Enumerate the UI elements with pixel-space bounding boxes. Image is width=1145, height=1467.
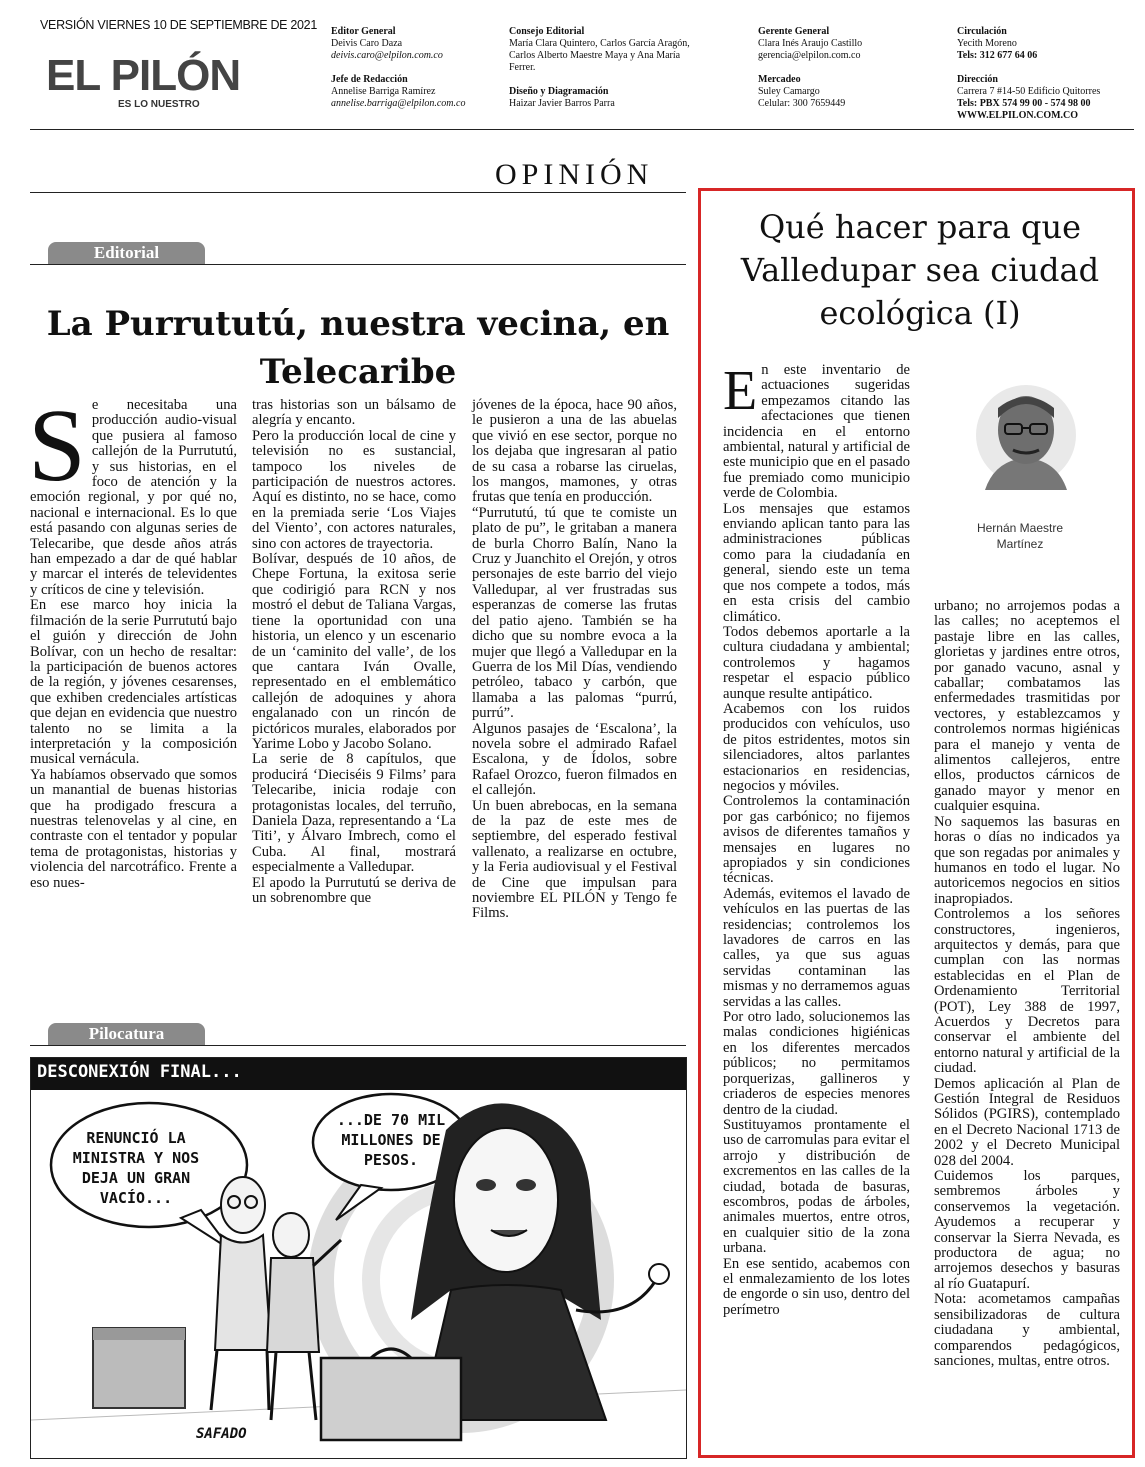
masthead-gerente	[758, 26, 938, 62]
pilocatura-tab-rule	[30, 1045, 686, 1046]
masthead-role: Jefe de Redacción	[331, 74, 408, 85]
masthead-role: Gerente General	[758, 26, 830, 37]
paragraph: Algunos pasajes de ‘Escalona’, la novela sobre el admirado Rafael Escalona, y de Ídolos, sobre Rafael Orozco, fueron filmados en el callejón.	[472, 720, 677, 799]
paragraph: Sustituyamos prontamente el uso de carromulas para evitar el arrojo y distribución de excrementos en las calles de la ciudad, botada de basuras, escombros, podas de árboles, animales muertos, entre otros, en cualquier sitio de la zona urbana.	[723, 1116, 910, 1257]
paragraph: tras historias son un bálsamo de alegría y encanto.	[252, 397, 456, 429]
paragraph: Un buen abrebocas, en la semana de la paz de este mes de septiembre, del esperado festival vallenato, a realizarse en octubre, y la Feria audiovisual y el Festival de Cine que impulsan para noviembre EL PILÓN y Tengo fe Films.	[472, 797, 677, 922]
cartoonist-signature: SAFADO	[196, 1426, 247, 1442]
opinion-column-2	[934, 599, 1120, 1369]
paragraph: Bolívar, después de 10 años, de Chepe Fortuna, la exitosa serie que codirigió para RCN y nos mostró el debut de Taliana Vargas, tiene la oportunidad con una historia, un elenco y un escenario de un ‘caminito del valle’, de los que cantara Iván Ovalle, representado en el emblemático callejón de adoquines y ahora engalanado con un rincón de pictóricos murales, elaborados por Yarime Lobo y Jacobo Solano.	[252, 551, 456, 752]
speech-bubble-left-text: RENUNCIÓ LA MINISTRA Y NOS DEJA UN GRAN VACÍO...	[72, 1129, 200, 1207]
masthead-line: Tels: PBX 574 99 00 - 574 98 00	[957, 98, 1091, 109]
newspaper-slogan: ES LO NUESTRO	[118, 99, 200, 110]
paragraph: Nota: acometamos campañas sensibilizadoras de cultura ciudadana y ambiental, comparendos pedagógicos, sanciones, multas, entre otros.	[934, 1291, 1120, 1369]
cartoon	[30, 1057, 687, 1459]
paragraph: Demos aplicación al Plan de Gestión Integral de Residuos Sólidos (PGIRS), contemplado en el Decreto Nacional 1713 de 2002 y el Decreto Municipal 028 del 2004.	[934, 1075, 1120, 1169]
masthead-role: Editor General	[331, 26, 396, 37]
character-man-1	[221, 1177, 265, 1233]
editorial-headline: La Purrututú, nuestra vecina, en Telecaribe	[46, 304, 670, 392]
paragraph: En ese marco hoy inicia la filmación de la serie Purrututú bajo el guión y dirección de John Bolívar, con un hecho de resaltar: la participación de buenos actores de la región, y jóvenes cesarenses, que exhiben credenciales artísticas que dejan en evidencia que nuestro talento no se limita a la interpretación y la composición musical vernácula.	[30, 597, 237, 768]
paragraph: n este inventario de actuaciones sugeridas empezamos citando las afectaciones que tienen incidencia en el entorno ambiental, natural y artificial de este municipio que en el pasado fue premiado como municipio verde de Colombia.	[723, 362, 910, 502]
masthead-editor-general	[331, 26, 501, 62]
editorial-column-3	[472, 398, 677, 922]
paragraph: El apodo la Purrututú se deriva de un sobrenombre que	[252, 874, 456, 906]
masthead-circulacion	[957, 26, 1137, 62]
paragraph: Además, evitemos el lavado de vehículos en las puertas de las residencias; controlemos los lavadores de carros en las calles, ya que sus aguas servidas contaminan las mismas y no derramemos aguas servidas a las calles.	[723, 885, 910, 1010]
opinion-column-1	[723, 360, 910, 1318]
section-title: OPINIÓN	[495, 158, 654, 191]
paragraph: e necesitaba una producción audio-visual que pusiera al famoso callejón de la Purrututú, y sus historias, en el foco de atención y la emoción regional, y por qué no, nacional e internacional. Es lo que está pasando con algunas series de Telecaribe, que desde años atrás han empezado a dar de qué hablar y marcar el interés de televidentes y críticos de cine y televisión.	[30, 397, 237, 598]
paragraph: No saquemos las basuras en horas o días no indicados ya que son regadas por animales y humanos en todo el lugar. No autoricemos negocios en sitios inapropiados.	[934, 813, 1120, 907]
editorial-tab-rule	[30, 264, 686, 265]
paragraph: Pero la producción local de cine y televisión no es sustancial, tampoco los niveles de participación de nuestros actores. Aquí es distinto, no se hace, como en la premiada serie ‘Los Viajes del Viento’, con actores naturales, sino con actores de trayectoria.	[252, 427, 456, 552]
masthead-jefe-redaccion	[331, 74, 501, 110]
paragraph: Los mensajes que estamos enviando aplican tanto para las administraciones públicas como para la ciudadanía en general, siendo este un tema que nos compete a todos, más en esta crisis del cambio climático.	[723, 500, 910, 625]
masthead-role: Dirección	[957, 74, 998, 85]
masthead-mercadeo	[758, 74, 938, 110]
paragraph: jóvenes de la época, hace 90 años, le pusieron a una de las abuelas que vivió en ese sector, porque no los dejaba que ingresaran al patio de su casa a robarse las ciruelas, los mangos, mamones, y otras frutas que tenía en producción.	[472, 397, 677, 506]
edition-date: VERSIÓN VIERNES 10 DE SEPTIEMBRE DE 2021	[40, 18, 317, 32]
briefcase	[321, 1358, 461, 1440]
paragraph: Controlemos la contaminación por gas carbónico; no fijemos avisos de diferentes tamaños y mensajes en lugares no apropiados y sin condiciones técnicas.	[723, 793, 910, 887]
masthead-line: María Clara Quintero, Carlos García Aragón,	[509, 38, 690, 49]
cartoon-caption: DESCONEXIÓN FINAL...	[37, 1062, 242, 1082]
section-divider	[30, 192, 686, 193]
masthead-diseno	[509, 86, 734, 110]
masthead-line: gerencia@elpilon.com.co	[758, 50, 861, 61]
character-woman	[454, 1128, 558, 1272]
paragraph: Ya habíamos observado que somos un manantial de buenas historias que ha prodigado frescura a nuestras telenovelas y al cine, en contraste con el tentador y popular tema de protagonistas, historias y violencia del narcotráfico. Frente a eso nues-	[30, 766, 237, 891]
masthead-direccion	[957, 74, 1137, 122]
masthead-email: annelise.barriga@elpilon.com.co	[331, 98, 466, 109]
paragraph: En ese sentido, acabemos con el enmalezamiento de los lotes de engorde o sin uso, dentro del perímetro	[723, 1255, 910, 1318]
masthead-email: deivis.caro@elpilon.com.co	[331, 50, 443, 61]
masthead-line: Ferrer.	[509, 62, 536, 73]
speech-bubble-right-text: ...DE 70 MIL MILLONES DE PESOS.	[336, 1111, 446, 1169]
masthead-role: Circulación	[957, 26, 1007, 37]
masthead-line: Deivis Caro Daza	[331, 38, 403, 49]
masthead-consejo-editorial	[509, 26, 734, 74]
paragraph: Acabemos con los ruidos producidos con vehículos, uso de pitos estridentes, motos sin silenciadores, altos parlantes estacionarios en residencias, negocios y móviles.	[723, 700, 910, 794]
newspaper-logo: EL PILÓN	[46, 51, 241, 100]
masthead-role: Diseño y Diagramación	[509, 86, 609, 97]
character-man-2	[273, 1213, 309, 1257]
author-photo	[975, 380, 1077, 490]
masthead-line: Haizar Javier Barros Parra	[509, 98, 615, 109]
drop-cap: S	[28, 388, 86, 503]
masthead-line: Yecith Moreno	[957, 38, 1017, 49]
editorial-column-2	[252, 398, 456, 906]
pilocatura-tab: Pilocatura	[48, 1023, 205, 1045]
masthead-line: Celular: 300 7659449	[758, 98, 846, 109]
masthead-line: Annelise Barriga Ramírez	[331, 86, 436, 97]
author-name: Hernán Maestre Martínez	[976, 521, 1064, 551]
paragraph: La serie de 8 capítulos, que producirá ‘Dieciséis 9 Films’ para Telecaribe, inicia rodaje con protagonistas locales, del terruño, Daniela Daza, representando a ‘La Titi’, y Álvaro Imbrech, como el Cuba. Al final, mostrará especialmente a Valledupar.	[252, 751, 456, 876]
masthead-line: Tels: 312 677 64 06	[957, 50, 1038, 61]
paragraph: urbano; no arrojemos podas a las calles; no aceptemos el pastaje libre en las calles, glorietas y jardines entre otros, por ganado vacuno, asnal y caballar; combatamos las enfermedades trasmitidas por vectores, y establezcamos y controlemos normas higiénicas para el manejo y venta de alimentos callejeros, entre ellos, productos cárnicos de ganado mayor y menor en cualquier esquina.	[934, 598, 1120, 815]
editorial-column-1	[28, 388, 237, 891]
masthead-line: Clara Inés Araujo Castillo	[758, 38, 863, 49]
masthead-line: Carlos Alberto Maestre Maya y Ana María	[509, 50, 681, 61]
header-divider	[30, 129, 1134, 130]
masthead-line: Suley Camargo	[758, 86, 820, 97]
paragraph: Todos debemos aportarle a la cultura ciudadana y ambiental; controlemos y hagamos respetar el espacio público aunque resulte antipático.	[723, 623, 910, 702]
paragraph: Por otro lado, solucionemos las malas condiciones higiénicas en los diferentes mercados públicos; no permitamos porquerizas, gallineros y criaderos de especies menores dentro de la ciudad.	[723, 1009, 910, 1118]
editorial-tab: Editorial	[48, 242, 205, 264]
paragraph: Cuidemos los parques, sembremos árboles y conservemos la vegetación. Ayudemos a recuperar y conservar la Sierra Nevada, es productora de agua; no arrojemos desechos y basuras al río Guatapurí.	[934, 1168, 1120, 1292]
paragraph: “Purrututú, tú que te comiste un plato de pu”, le gritaban a manera de burla Chorro Balín, Nano la Cruz y Juanchito el Orejón, y otros personajes de este barrio del viejo Valledupar, al ver frustradas sus esperanzas de comerse las frutas del patio ajeno. También se ha dicho que su nombre evoca a la mujer que llegó a Valledupar en la Guerra de los Mil Días, vendiendo petróleo, tabaco y carbón, que llamaba a las palomas “purrú, purrú”.	[472, 504, 677, 722]
masthead-line: Carrera 7 #14-50 Edificio Quitorres	[957, 86, 1101, 97]
opinion-headline: Qué hacer para que Valledupar sea ciudad ecológica (I)	[740, 208, 1100, 332]
masthead-role: Mercadeo	[758, 74, 801, 85]
masthead-role: Consejo Editorial	[509, 26, 585, 37]
drop-cap: E	[723, 360, 758, 422]
paragraph: Controlemos a los señores constructores, ingenieros, arquitectos y demás, para que cumplan con las normas establecidas en el Plan de Ordenamiento Territorial (POT), Ley 388 de 1997, Acuerdos y Decretos para conservar el ambiente del entorno natural y artificial de la ciudad.	[934, 906, 1120, 1077]
website-link[interactable]: WWW.ELPILON.COM.CO	[957, 110, 1079, 121]
